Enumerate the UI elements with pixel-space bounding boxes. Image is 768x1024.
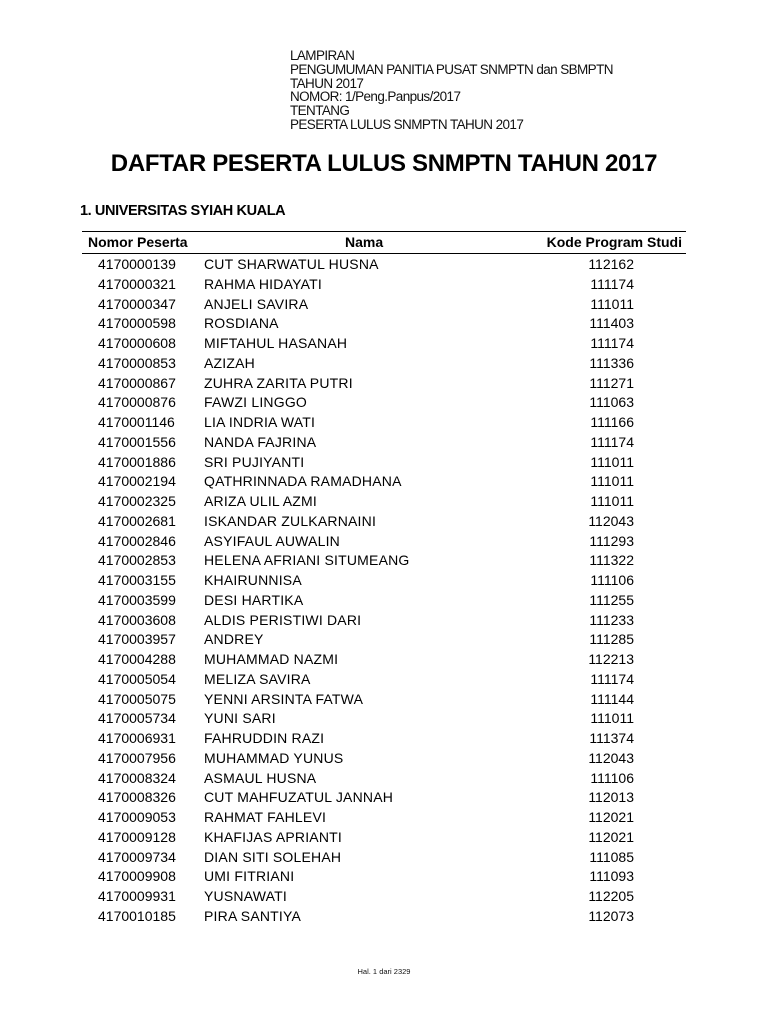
cell-kode-program-studi: 111011 bbox=[590, 453, 634, 470]
cell-kode-program-studi: 111093 bbox=[589, 868, 634, 885]
appendix-header bbox=[290, 49, 613, 132]
cell-kode-program-studi: 111166 bbox=[590, 414, 634, 430]
cell-nama: PIRA SANTIYA bbox=[204, 907, 302, 924]
table-row bbox=[82, 906, 686, 926]
table-row bbox=[82, 471, 686, 491]
table-row bbox=[82, 491, 686, 511]
table-row bbox=[82, 610, 686, 630]
cell-nama: ISKANDAR ZULKARNAINI bbox=[204, 512, 377, 529]
cell-nomor-peserta: 4170001556 bbox=[98, 433, 176, 450]
cell-kode-program-studi: 112043 bbox=[588, 749, 634, 766]
cell-kode-program-studi: 112043 bbox=[588, 512, 634, 529]
university-section-title: 1. UNIVERSITAS SYIAH KUALA bbox=[80, 203, 286, 219]
cell-kode-program-studi: 111374 bbox=[589, 730, 634, 746]
cell-nomor-peserta: 4170009128 bbox=[98, 828, 176, 845]
column-header-kode-program-studi: Kode Program Studi bbox=[546, 234, 682, 250]
cell-nomor-peserta: 4170009053 bbox=[98, 809, 176, 825]
cell-nomor-peserta: 4170002846 bbox=[98, 532, 176, 549]
cell-nomor-peserta: 4170008324 bbox=[98, 769, 176, 786]
cell-kode-program-studi: 111174 bbox=[590, 335, 634, 351]
cell-nomor-peserta: 4170000853 bbox=[98, 354, 176, 371]
table-row bbox=[82, 452, 686, 472]
table-row bbox=[82, 768, 686, 788]
cell-kode-program-studi: 112205 bbox=[588, 888, 634, 904]
cell-nomor-peserta: 4170003155 bbox=[98, 572, 176, 588]
cell-nomor-peserta: 4170002194 bbox=[98, 473, 176, 490]
cell-nomor-peserta: 4170006931 bbox=[98, 730, 176, 746]
cell-nama: YENNI ARSINTA FATWA bbox=[204, 690, 364, 707]
table-row bbox=[82, 787, 686, 807]
cell-nama: CUT MAHFUZATUL JANNAH bbox=[204, 789, 394, 806]
cell-nomor-peserta: 4170009931 bbox=[98, 888, 176, 904]
cell-kode-program-studi: 112013 bbox=[588, 789, 634, 806]
cell-nomor-peserta: 4170007956 bbox=[98, 749, 176, 766]
cell-nama: UMI FITRIANI bbox=[204, 868, 295, 885]
cell-nomor-peserta: 4170002325 bbox=[98, 493, 176, 509]
cell-kode-program-studi: 111063 bbox=[589, 394, 634, 411]
table-row bbox=[82, 728, 686, 748]
cell-nomor-peserta: 4170002681 bbox=[98, 512, 176, 529]
cell-nomor-peserta: 4170000598 bbox=[98, 315, 176, 332]
cell-kode-program-studi: 111322 bbox=[589, 552, 634, 569]
cell-nomor-peserta: 4170000321 bbox=[98, 275, 176, 292]
table-row bbox=[82, 649, 686, 669]
cell-kode-program-studi: 112213 bbox=[588, 651, 634, 667]
cell-nomor-peserta: 4170003957 bbox=[98, 631, 176, 648]
header-line: LAMPIRAN bbox=[290, 48, 355, 63]
table-row bbox=[82, 313, 686, 333]
cell-nama: ALDIS PERISTIWI DARI bbox=[204, 611, 362, 628]
table-row bbox=[82, 294, 686, 314]
column-header-nomor-peserta: Nomor Peserta bbox=[88, 234, 188, 250]
cell-kode-program-studi: 111144 bbox=[590, 690, 634, 707]
cell-nomor-peserta: 4170000139 bbox=[98, 256, 176, 272]
cell-nama: ARIZA ULIL AZMI bbox=[204, 493, 317, 509]
cell-kode-program-studi: 111174 bbox=[590, 670, 634, 687]
cell-nomor-peserta: 4170005054 bbox=[98, 670, 176, 687]
table-row bbox=[82, 827, 686, 847]
cell-nomor-peserta: 4170004288 bbox=[98, 651, 176, 667]
table-row bbox=[82, 254, 686, 274]
cell-kode-program-studi: 111011 bbox=[590, 473, 634, 490]
table-row bbox=[82, 392, 686, 412]
cell-nomor-peserta: 4170000867 bbox=[98, 374, 176, 391]
cell-kode-program-studi: 111106 bbox=[590, 769, 634, 786]
cell-kode-program-studi: 111336 bbox=[589, 354, 634, 371]
table-row bbox=[82, 511, 686, 531]
cell-kode-program-studi: 111403 bbox=[589, 315, 634, 332]
table-row bbox=[82, 274, 686, 294]
header-line: PENGUMUMAN PANITIA PUSAT SNMPTN dan SBMPTN bbox=[290, 61, 613, 77]
cell-nama: YUNI SARI bbox=[204, 710, 276, 727]
cell-nama: QATHRINNADA RAMADHANA bbox=[204, 473, 402, 490]
table-row bbox=[82, 412, 686, 432]
cell-kode-program-studi: 111011 bbox=[590, 295, 634, 312]
cell-kode-program-studi: 112021 bbox=[588, 809, 634, 825]
header-line: TAHUN 2017 bbox=[290, 75, 364, 91]
cell-nomor-peserta: 4170005734 bbox=[98, 710, 176, 727]
cell-kode-program-studi: 111233 bbox=[589, 611, 634, 628]
cell-kode-program-studi: 111011 bbox=[590, 493, 634, 509]
cell-nomor-peserta: 4170005075 bbox=[98, 690, 176, 707]
cell-nomor-peserta: 4170000347 bbox=[98, 295, 176, 312]
cell-kode-program-studi: 112021 bbox=[588, 828, 634, 845]
table-row bbox=[82, 570, 686, 590]
cell-nama: RAHMAT FAHLEVI bbox=[204, 809, 327, 825]
header-line: PESERTA LULUS SNMPTN TAHUN 2017 bbox=[290, 116, 524, 132]
cell-nama: ASYIFAUL AUWALIN bbox=[204, 532, 340, 549]
cell-nama: MELIZA SAVIRA bbox=[204, 670, 311, 687]
column-header-nama: Nama bbox=[345, 234, 384, 250]
table-row bbox=[82, 669, 686, 689]
cell-nama: MUHAMMAD YUNUS bbox=[204, 749, 344, 766]
cell-nama: KHAFIJAS APRIANTI bbox=[204, 828, 342, 845]
table-header-row bbox=[82, 231, 686, 254]
cell-kode-program-studi: 111085 bbox=[589, 848, 634, 865]
table-row bbox=[82, 689, 686, 709]
cell-nama: SRI PUJIYANTI bbox=[204, 453, 305, 470]
table-row bbox=[82, 550, 686, 570]
cell-nama: MUHAMMAD NAZMI bbox=[204, 651, 339, 667]
cell-nama: ASMAUL HUSNA bbox=[204, 769, 317, 786]
table-row bbox=[82, 886, 686, 906]
cell-kode-program-studi: 111106 bbox=[590, 572, 634, 588]
cell-nomor-peserta: 4170008326 bbox=[98, 789, 176, 806]
cell-nama: AZIZAH bbox=[204, 354, 255, 371]
document-title: DAFTAR PESERTA LULUS SNMPTN TAHUN 2017 bbox=[110, 150, 658, 177]
table-row bbox=[82, 373, 686, 393]
participants-table bbox=[82, 231, 686, 926]
table-row bbox=[82, 847, 686, 867]
cell-nama: DIAN SITI SOLEHAH bbox=[204, 848, 342, 865]
cell-nomor-peserta: 4170003608 bbox=[98, 611, 176, 628]
cell-nomor-peserta: 4170002853 bbox=[98, 552, 176, 569]
cell-nomor-peserta: 4170009734 bbox=[98, 848, 176, 865]
cell-nomor-peserta: 4170003599 bbox=[98, 591, 176, 608]
table-body bbox=[82, 254, 686, 926]
cell-nama: YUSNAWATI bbox=[204, 888, 287, 904]
cell-kode-program-studi: 111174 bbox=[590, 275, 634, 292]
cell-nomor-peserta: 4170001146 bbox=[98, 414, 175, 430]
cell-nama: RAHMA HIDAYATI bbox=[204, 275, 322, 292]
table-row bbox=[82, 333, 686, 353]
cell-kode-program-studi: 111255 bbox=[589, 591, 634, 608]
cell-kode-program-studi: 112162 bbox=[588, 256, 634, 272]
cell-nama: NANDA FAJRINA bbox=[204, 433, 317, 450]
page-number: Hal. 1 dari 2329 bbox=[357, 967, 411, 976]
cell-nama: FAHRUDDIN RAZI bbox=[204, 730, 325, 746]
cell-nama: FAWZI LINGGO bbox=[204, 394, 307, 411]
cell-kode-program-studi: 111293 bbox=[589, 532, 634, 549]
cell-kode-program-studi: 111174 bbox=[590, 433, 634, 450]
cell-nama: CUT SHARWATUL HUSNA bbox=[204, 256, 379, 272]
cell-nomor-peserta: 4170000876 bbox=[98, 394, 176, 411]
table-row bbox=[82, 866, 686, 886]
table-row bbox=[82, 748, 686, 768]
header-line: NOMOR: 1/Peng.Panpus/2017 bbox=[290, 89, 461, 105]
cell-kode-program-studi: 112073 bbox=[588, 907, 634, 924]
cell-nama: ROSDIANA bbox=[204, 315, 279, 332]
table-row bbox=[82, 807, 686, 827]
cell-nama: ANDREY bbox=[204, 631, 264, 648]
cell-kode-program-studi: 111285 bbox=[589, 631, 634, 648]
cell-nama: ANJELI SAVIRA bbox=[204, 295, 309, 312]
cell-nomor-peserta: 4170010185 bbox=[98, 907, 176, 924]
cell-nama: LIA INDRIA WATI bbox=[204, 414, 316, 430]
table-row bbox=[82, 590, 686, 610]
cell-nomor-peserta: 4170001886 bbox=[98, 453, 176, 470]
cell-nama: DESI HARTIKA bbox=[204, 591, 304, 608]
cell-kode-program-studi: 111271 bbox=[589, 374, 634, 391]
cell-nama: KHAIRUNNISA bbox=[204, 572, 302, 588]
cell-nama: ZUHRA ZARITA PUTRI bbox=[204, 374, 353, 391]
cell-nama: MIFTAHUL HASANAH bbox=[204, 335, 348, 351]
cell-nama: HELENA AFRIANI SITUMEANG bbox=[204, 552, 410, 569]
table-row bbox=[82, 629, 686, 649]
header-line: TENTANG bbox=[290, 103, 350, 119]
table-row bbox=[82, 531, 686, 551]
cell-kode-program-studi: 111011 bbox=[590, 710, 634, 727]
table-row bbox=[82, 432, 686, 452]
cell-nomor-peserta: 4170009908 bbox=[98, 868, 176, 885]
cell-nomor-peserta: 4170000608 bbox=[98, 335, 176, 351]
table-row bbox=[82, 353, 686, 373]
table-row bbox=[82, 708, 686, 728]
